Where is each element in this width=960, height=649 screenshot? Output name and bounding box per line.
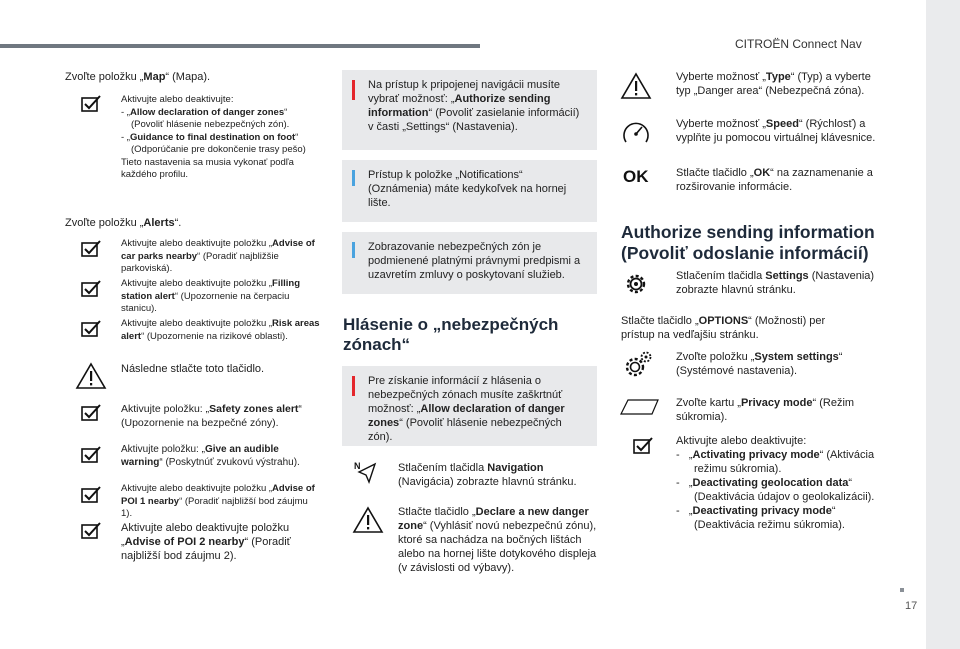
item2-text: Aktivujte alebo deaktivujte položku „Advise of car parks nearby“ (Poradiť najbližšie parkoviská). <box>121 238 315 274</box>
item4-text: Aktivujte alebo deaktivujte položku „Risk areas alert“ (Upozornenie na rizikové oblasti). <box>121 318 320 342</box>
note-text: Zobrazovanie nebezpečných zón je podmienené platnými právnymi predpismi a uzavretím zmluvy o poskytovaní služieb. <box>368 241 581 281</box>
checkbox-icon <box>80 240 102 258</box>
note-text: Prístup k položke „Notifications“ (Oznámenia) máte kedykoľvek na hornej lište. <box>368 169 567 209</box>
item9-text: Aktivujte alebo deaktivujte položku „Advise of POI 2 nearby“ (Poradiť najbližší bod záujmu 2). <box>121 522 291 562</box>
header-rule <box>0 44 480 48</box>
section-heading-authorize: Authorize sending information (Povoliť odoslanie informácií) <box>621 222 875 263</box>
item7-text: Aktivujte položku: „Give an audible warning“ (Poskytnúť zvukovú výstrahu). <box>121 444 300 468</box>
info-note-notifications <box>342 160 597 222</box>
item1-text: Aktivujte alebo deaktivujte: - „Allow declaration of danger zones“ (Povoliť hlásenie nebezpečných zón). - „Guidance to final destination on foot“ (Odporúčanie pre dokončenie trasy pešo) Tieto nastavenia sa musia vykonať podľa každého profilu. <box>121 94 306 180</box>
declare-text: Stlačte tlačidlo „Declare a new danger zone“ (Vyhlásiť novú nebezpečnú zónu), ktoré sa nachádza na bočných lištách alebo na hornej lište dotykového displeja (v závislosti od výbavy). <box>398 506 597 574</box>
brand-header: CITROËN Connect Nav <box>735 37 862 51</box>
settings-text: Stlačením tlačidla Settings (Nastavenia) zobrazte hlavnú stránku. <box>676 270 875 296</box>
warning-note-authorize <box>342 70 597 150</box>
privacy-options-text: Aktivujte alebo deaktivujte: - „Activating privacy mode“ (Aktivácia režimu súkromia). - „Deactivating geolocation data“ (Deaktivácia údajov o geolokalizácii). - „Deactivating privacy mode“ (Deaktivácia režimu súkromia). <box>676 435 875 531</box>
checkbox-icon <box>80 486 102 504</box>
item8-text: Aktivujte alebo deaktivujte položku „Advise of POI 1 nearby“ (Poradiť najbližší bod záujmu 1). <box>121 483 315 519</box>
options-text: Stlačte tlačidlo „OPTIONS“ (Možnosti) per prístup na vedľajšiu stránku. <box>621 315 826 341</box>
checkbox-icon <box>80 320 102 338</box>
privacy-mode-text: Zvoľte kartu „Privacy mode“ (Režim súkromia). <box>676 397 855 423</box>
item5-text: Následne stlačte toto tlačidlo. <box>121 363 265 375</box>
navigation-text: Stlačením tlačidla Navigation (Navigácia) zobrazte hlavnú stránku. <box>398 462 577 488</box>
gear-icon <box>622 270 650 298</box>
type-text: Vyberte možnosť „Type“ (Typ) a vyberte typ „Danger area“ (Nebezpečná zóna). <box>676 71 871 97</box>
speed-text: Vyberte možnosť „Speed“ (Rýchlosť) a vyplňte ju pomocou virtuálnej klávesnice. <box>676 118 876 144</box>
checkbox-icon <box>80 446 102 464</box>
section-heading-danger-zones: Hlásenie o „nebezpečných zónach“ <box>343 315 559 354</box>
ok-icon: OK <box>623 167 649 186</box>
checkbox-icon <box>80 280 102 298</box>
warning-note-allow-declaration <box>342 366 597 446</box>
checkbox-icon <box>80 95 102 113</box>
page-marker <box>900 588 904 592</box>
tab-shape-icon <box>620 398 660 416</box>
warning-triangle-icon <box>352 506 384 534</box>
select-map-line: Zvoľte položku „Map“ (Mapa). <box>65 71 211 83</box>
speedometer-icon <box>621 118 651 148</box>
exclamation-icon <box>352 376 355 396</box>
warning-triangle-icon <box>75 362 107 390</box>
info-icon <box>352 170 355 186</box>
select-alerts-line: Zvoľte položku „Alerts“. <box>65 217 182 229</box>
info-icon <box>352 242 355 258</box>
info-note-danger-zones <box>342 232 597 294</box>
item6-text: Aktivujte položku: „Safety zones alert“ (Upozornenie na bezpečné zóny). <box>121 403 302 429</box>
exclamation-icon <box>352 80 355 100</box>
item3-text: Aktivujte alebo deaktivujte položku „Filling station alert“ (Upozornenie na čerpaciu stanicu). <box>121 278 300 314</box>
warning-triangle-icon <box>620 72 652 100</box>
system-settings-gear-icon <box>622 350 654 380</box>
navigation-icon <box>353 460 379 486</box>
checkbox-icon <box>80 522 102 540</box>
page-side-strip <box>926 0 960 649</box>
ok-text: Stlačte tlačidlo „OK“ na zaznamenanie a rozširovanie informácie. <box>676 167 873 193</box>
checkbox-icon <box>80 404 102 422</box>
note-text: Na prístup k pripojenej navigácii musíte vybrať možnosť: „Authorize sending information“ (Povoliť zasielanie informácií) v časti „Settings“ (Nastavenia). <box>368 79 580 133</box>
note-text: Pre získanie informácií z hlásenia o nebezpečných zónach musíte zaškrtnúť možnosť: „Allow declaration of danger zones“ (Povoliť hlásenie nebezpečných zón). <box>368 375 565 443</box>
system-settings-text: Zvoľte položku „System settings“ (Systémové nastavenia). <box>676 351 843 377</box>
page-number: 17 <box>905 600 918 612</box>
checkbox-icon <box>632 437 654 455</box>
svg-text:N: N <box>354 461 361 471</box>
